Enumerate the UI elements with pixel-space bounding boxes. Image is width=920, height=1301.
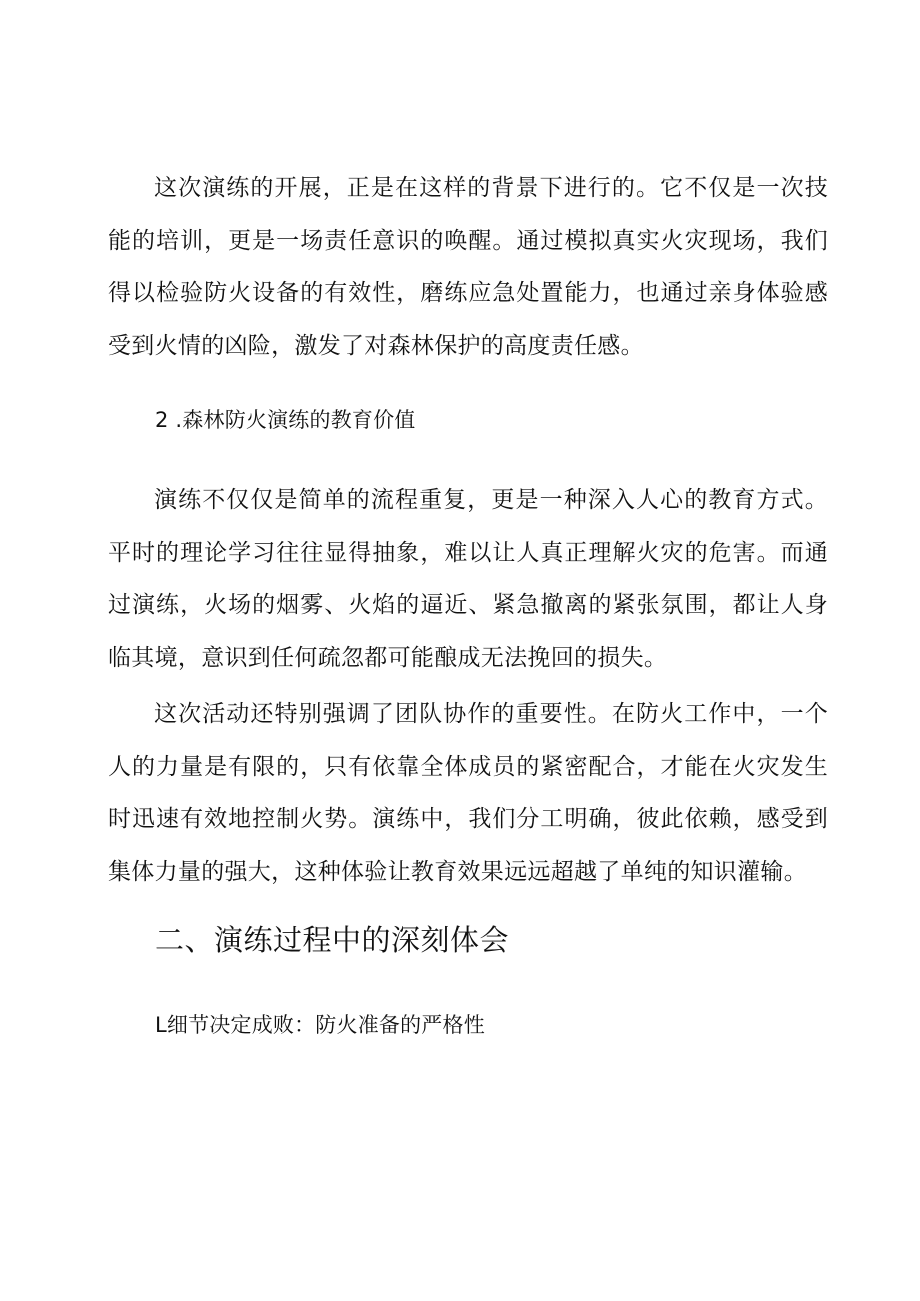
body-paragraph: 这次活动还特别强调了团队协作的重要性。在防火工作中，一个人的力量是有限的，只有依靠全体成员的紧密配合，才能在火灾发生时迅速有效地控制火势。演练中，我们分工明确，彼此依赖，感受到集体力量的强大，这种体验让教育效果远远超越了单纯的知识灌输。: [108, 701, 828, 885]
body-paragraph: 演练不仅仅是简单的流程重复，更是一种深入人心的教育方式。平时的理论学习往往显得抽象，难以让人真正理解火灾的危害。而通过演练，火场的烟雾、火焰的逼近、紧急撤离的紧张氛围，都让人身临其境，意识到任何疏忽都可能酿成无法挽回的损失。: [108, 487, 828, 671]
subsection-heading: L细节决定成败：防火准备的严格性: [155, 1013, 485, 1037]
body-paragraph: 这次演练的开展，正是在这样的背景下进行的。它不仅是一次技能的培训，更是一场责任意识的唤醒。通过模拟真实火灾现场，我们得以检验防火设备的有效性，磨练应急处置能力，也通过亲身体验感受到火情的凶险，激发了对森林保护的高度责任感。: [108, 175, 828, 359]
subsection-heading: 2 .森林防火演练的教育价值: [155, 408, 416, 432]
section-heading: 二、演练过程中的深刻体会: [155, 923, 510, 957]
